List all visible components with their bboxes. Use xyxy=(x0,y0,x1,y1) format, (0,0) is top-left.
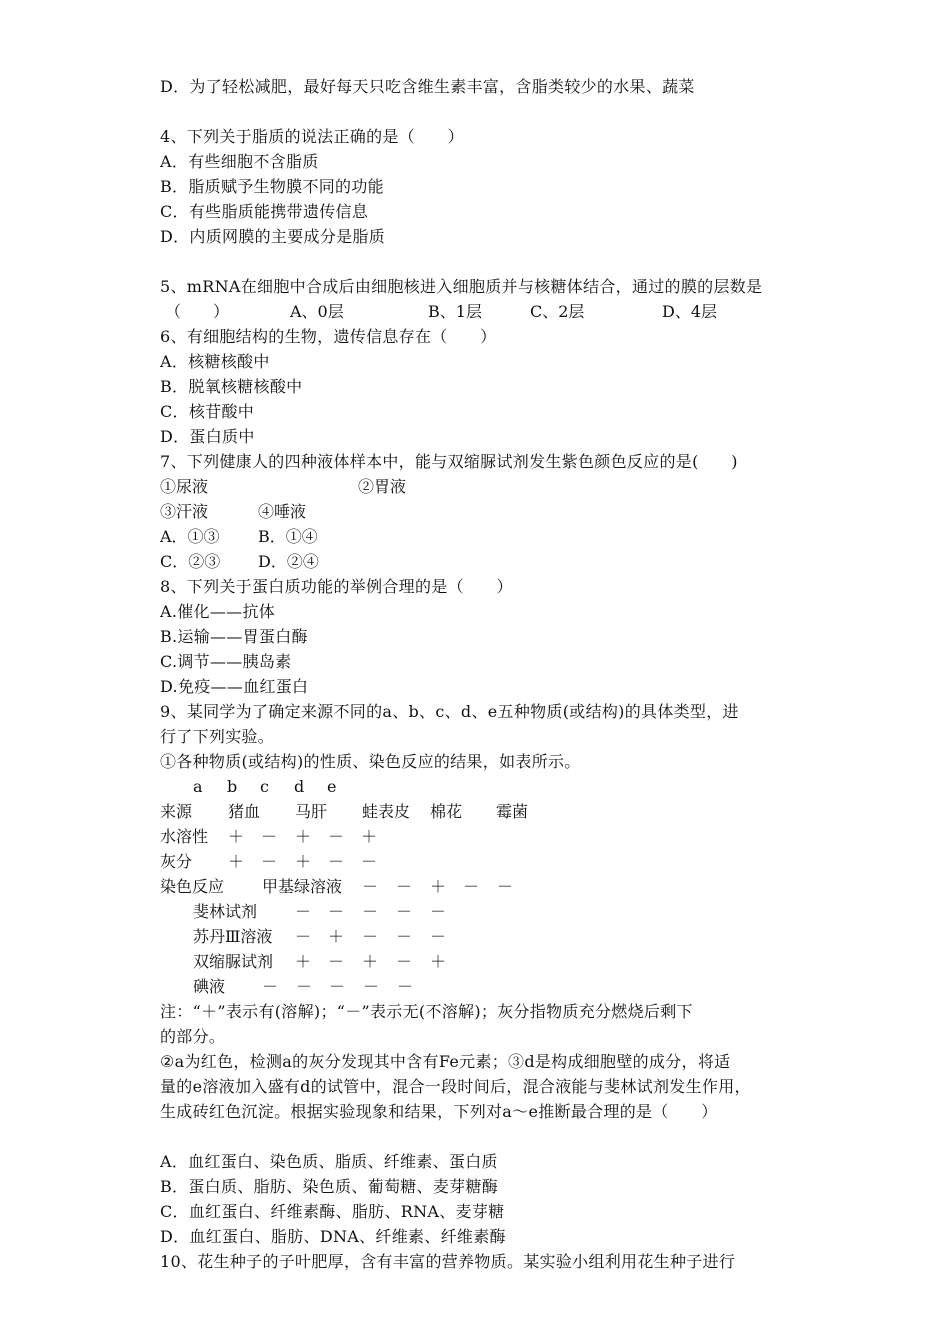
table-row-label: 甲基绿溶液 xyxy=(262,877,343,896)
table-cell: － xyxy=(295,927,312,946)
table-cell: ＋ xyxy=(430,952,447,971)
q4-option-b: B．脂质赋予生物膜不同的功能 xyxy=(160,177,384,196)
table-cell: － xyxy=(396,952,413,971)
q7-sample-1: ①尿液 xyxy=(160,477,209,496)
table-cell: － xyxy=(430,902,447,921)
q9-stem-line2: 行了下列实验。 xyxy=(160,727,275,746)
q7-option-b: B．①④ xyxy=(258,527,318,546)
table-source-d: 棉花 xyxy=(430,802,463,821)
table-cell: ＋ xyxy=(361,827,378,846)
q8-option-d: D.免疫——血红蛋白 xyxy=(160,677,309,696)
q8-option-c: C.调节——胰岛素 xyxy=(160,652,292,671)
q7-stem: 7、下列健康人的四种液体样本中，能与双缩脲试剂发生紫色颜色反应的是( ) xyxy=(160,452,738,471)
table-cell: ＋ xyxy=(430,877,447,896)
q5-paren: （ ） xyxy=(165,302,230,321)
table-row-label: 苏丹Ⅲ溶液 xyxy=(193,927,273,946)
table-source-a: 猪血 xyxy=(228,802,261,821)
table-cell: － xyxy=(328,902,345,921)
q9-option-a: A．血红蛋白、染色质、脂质、纤维素、蛋白质 xyxy=(160,1152,498,1171)
table-source-label: 来源 xyxy=(160,802,193,821)
q9-stem-line1: 9、某同学为了确定来源不同的a、b、c、d、e五种物质(或结构)的具体类型，进 xyxy=(160,702,739,721)
q9-item2-line3: 生成砖红色沉淀。根据实验现象和结果，下列对a～e推断最合理的是（ ） xyxy=(160,1102,718,1121)
q4-option-d: D．内质网膜的主要成分是脂质 xyxy=(160,227,386,246)
q7-sample-2: ②胃液 xyxy=(358,477,407,496)
table-cell: － xyxy=(295,902,312,921)
table-cell: － xyxy=(430,927,447,946)
table-cell: － xyxy=(328,827,345,846)
q6-stem: 6、有细胞结构的生物，遗传信息存在（ ） xyxy=(160,327,497,346)
table-row-label: 双缩脲试剂 xyxy=(193,952,274,971)
q4-option-c: C．有些脂质能携带遗传信息 xyxy=(160,202,369,221)
q6-option-b: B．脱氧核糖核酸中 xyxy=(160,377,303,396)
table-cell: － xyxy=(262,977,279,996)
table-row-label: 斐林试剂 xyxy=(193,902,258,921)
table-cell: － xyxy=(362,902,379,921)
q8-option-b: B.运输——胃蛋白酶 xyxy=(160,627,308,646)
q7-option-a: A．①③ xyxy=(160,527,220,546)
table-cell: ＋ xyxy=(295,852,312,871)
table-row-label: 碘液 xyxy=(193,977,226,996)
q9-option-b: B．蛋白质、脂肪、染色质、葡萄糖、麦芽糖酶 xyxy=(160,1177,499,1196)
table-cell: － xyxy=(361,852,378,871)
q9-note-line2: 的部分。 xyxy=(160,1027,226,1046)
table-row-label: 水溶性 xyxy=(160,827,209,846)
table-cell: － xyxy=(463,877,480,896)
table-cell: － xyxy=(328,952,345,971)
q4-stem: 4、下列关于脂质的说法正确的是（ ） xyxy=(160,127,464,146)
table-stain-label: 染色反应 xyxy=(160,877,225,896)
table-source-e: 霉菌 xyxy=(496,802,529,821)
q5-option-c: C、2层 xyxy=(530,302,585,321)
q3-option-d: D．为了轻松减肥，最好每天只吃含维生素丰富，含脂类较少的水果、蔬菜 xyxy=(160,77,695,96)
q9-note-line1: 注：“＋”表示有(溶解)；“－”表示无(不溶解)；灰分指物质充分燃烧后剩下 xyxy=(160,1002,693,1021)
q8-option-a: A.催化——抗体 xyxy=(160,602,276,621)
q4-option-a: A．有些细胞不含脂质 xyxy=(160,152,319,171)
table-col-e: e xyxy=(327,777,337,796)
q8-stem: 8、下列关于蛋白质功能的举例合理的是（ ） xyxy=(160,577,513,596)
q5-option-d: D、4层 xyxy=(662,302,718,321)
q9-item2-line2: 量的e溶液加入盛有d的试管中，混合一段时间后，混合液能与斐林试剂发生作用， xyxy=(160,1077,751,1096)
q5-option-a: A、0层 xyxy=(290,302,344,321)
table-cell: － xyxy=(396,902,413,921)
table-cell: ＋ xyxy=(228,852,245,871)
table-col-a: a xyxy=(193,777,203,796)
table-cell: － xyxy=(261,827,278,846)
table-col-c: c xyxy=(260,777,269,796)
table-cell: － xyxy=(396,877,413,896)
q5-option-b: B、1层 xyxy=(428,302,482,321)
q6-option-d: D．蛋白质中 xyxy=(160,427,255,446)
table-cell: － xyxy=(296,977,313,996)
q6-option-a: A．核糖核酸中 xyxy=(160,352,270,371)
q7-sample-4: ④唾液 xyxy=(258,502,307,521)
q6-option-c: C．核苷酸中 xyxy=(160,402,255,421)
table-cell: － xyxy=(497,877,514,896)
table-cell: ＋ xyxy=(328,927,345,946)
table-cell: ＋ xyxy=(295,952,312,971)
table-cell: ＋ xyxy=(228,827,245,846)
q9-option-d: D．血红蛋白、脂肪、DNA、纤维素、纤维素酶 xyxy=(160,1227,506,1246)
table-col-b: b xyxy=(227,777,238,796)
q7-option-d: D．②④ xyxy=(258,552,319,571)
table-cell: － xyxy=(396,927,413,946)
table-col-d: d xyxy=(294,777,305,796)
table-cell: － xyxy=(261,852,278,871)
q9-item2-line1: ②a为红色，检测a的灰分发现其中含有Fe元素；③d是构成细胞壁的成分，将适 xyxy=(160,1052,731,1071)
q5-stem: 5、mRNA在细胞中合成后由细胞核进入细胞质并与核糖体结合，通过的膜的层数是 xyxy=(160,277,763,296)
q7-sample-3: ③汗液 xyxy=(160,502,209,521)
table-cell: － xyxy=(362,877,379,896)
q7-option-c: C．②③ xyxy=(160,552,221,571)
q9-item1: ①各种物质(或结构)的性质、染色反应的结果，如表所示。 xyxy=(160,752,581,771)
table-cell: － xyxy=(363,977,380,996)
table-source-c: 蛙表皮 xyxy=(362,802,411,821)
q10-stem: 10、花生种子的子叶肥厚，含有丰富的营养物质。某实验小组利用花生种子进行 xyxy=(160,1252,736,1271)
table-cell: ＋ xyxy=(295,827,312,846)
table-source-b: 马肝 xyxy=(295,802,328,821)
table-cell: － xyxy=(328,852,345,871)
q9-option-c: C．血红蛋白、纤维素酶、脂肪、RNA、麦芽糖 xyxy=(160,1202,505,1221)
table-cell: － xyxy=(329,977,346,996)
table-cell: － xyxy=(397,977,414,996)
table-cell: － xyxy=(362,927,379,946)
table-cell: ＋ xyxy=(362,952,379,971)
table-row-label: 灰分 xyxy=(160,852,193,871)
